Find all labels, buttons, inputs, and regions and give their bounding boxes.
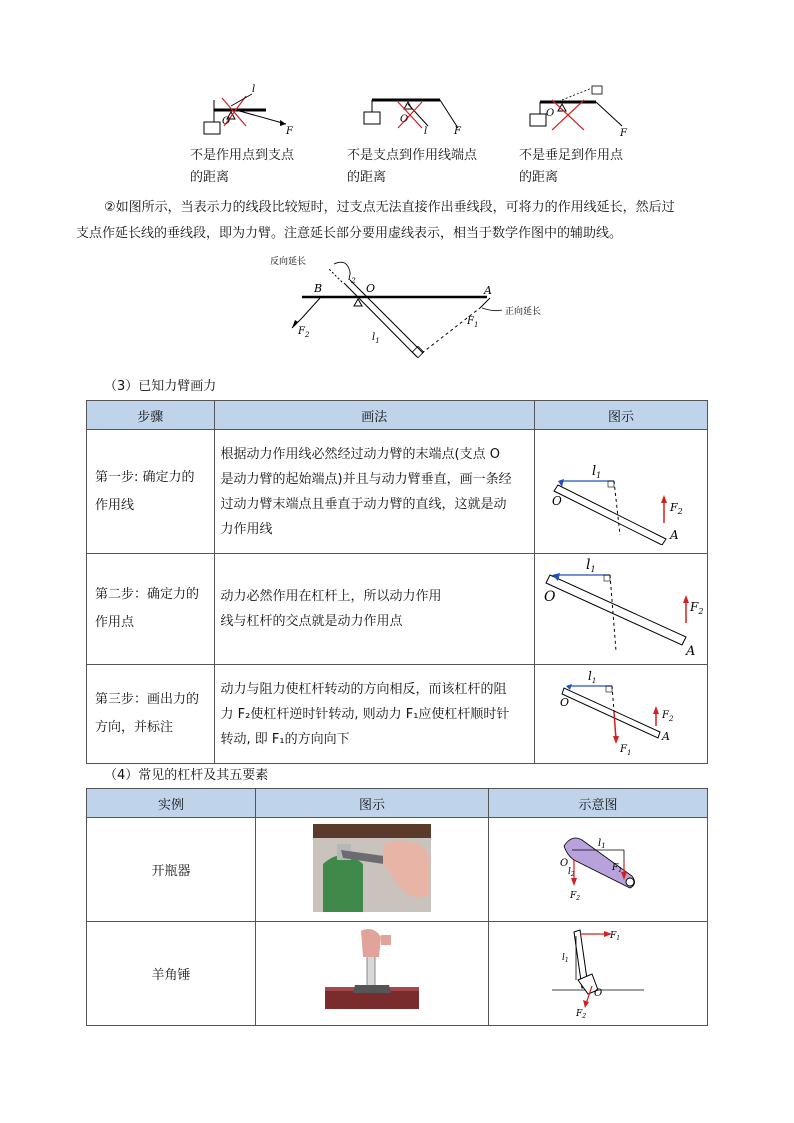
svg-text:正向延长: 正向延长 (505, 307, 542, 317)
lever-examples-table (86, 788, 708, 1026)
svg-text:O: O (546, 108, 555, 119)
svg-text:O: O (594, 987, 603, 999)
wrong-arm-figure-3 (522, 82, 632, 138)
step-cell: 第二步：确定力的 作用点 (87, 554, 215, 665)
method-cell: 动力与阻力使杠杆转动的方向相反，而该杠杆的阻 力 F₂使杠杆逆时针转动, 则动力 F₁应使杠杆顺时针 转动, 即 F₁的方向向下 (214, 665, 534, 764)
step-cell: 第三步：画出力的 方向，并标注 (87, 665, 215, 764)
svg-text:l: l (424, 126, 428, 137)
svg-text:l1: $l_1$ (598, 837, 606, 850)
svg-text:B: B (314, 282, 323, 295)
example-name: 羊角锤 (87, 922, 256, 1026)
claw-hammer-photo (317, 927, 427, 1017)
figure-cell (535, 554, 708, 665)
svg-text:F2: $F_2$ (570, 890, 581, 902)
header-method: 画法 (214, 401, 534, 430)
svg-text:F1: $F_1$ (467, 316, 479, 329)
caption-3: 不是垂足到作用点 的距离 (519, 148, 624, 185)
svg-text:A: A (686, 644, 696, 659)
svg-text:F1: $F_1$ (610, 930, 621, 942)
svg-text:F1: $F_1$ (612, 862, 623, 874)
bottle-opener-schematic (548, 826, 648, 910)
table-row (87, 922, 708, 1026)
svg-text:O: O (222, 116, 231, 127)
header-example: 实例 (87, 789, 256, 818)
wrong-arm-figure-1 (196, 82, 306, 138)
draw-force-table (86, 400, 708, 764)
table-row (87, 665, 708, 764)
svg-text:F2: $F_2$ (298, 326, 310, 339)
svg-text:F: F (620, 128, 627, 138)
svg-text:A: A (484, 284, 492, 297)
table-row (87, 818, 708, 922)
svg-text:反向延长: 反向延长 (270, 257, 307, 267)
svg-text:O: O (366, 282, 376, 295)
header-schematic: 示意图 (489, 789, 708, 818)
svg-text:O: O (560, 857, 569, 869)
step-cell: 第一步: 确定力的 作用线 (87, 430, 215, 554)
svg-text:F1: $F_1$ (620, 744, 632, 757)
step2-diagram (536, 555, 706, 659)
svg-text:O: O (552, 493, 562, 508)
step1-diagram (536, 435, 706, 545)
extension-figure (262, 250, 562, 370)
svg-text:O: O (400, 114, 409, 125)
svg-text:l2: $l_2$ (568, 866, 575, 878)
svg-text:F: F (286, 126, 293, 137)
svg-text:F2: $F_2$ (576, 1008, 587, 1020)
claw-hammer-schematic (548, 924, 648, 1020)
svg-text:l1: $l_1$ (586, 557, 596, 574)
bottle-opener-photo (313, 824, 431, 912)
table-row (87, 430, 708, 554)
figure-cell (535, 665, 708, 764)
header-step: 步骤 (87, 401, 215, 430)
method-cell: 动力必然作用在杠杆上，所以动力作用 线与杠杆的交点就是动力作用点 (214, 554, 534, 665)
section3-title: （3）已知力臂画力 (104, 379, 217, 394)
svg-text:l1: $l_1$ (588, 669, 597, 685)
svg-text:l: l (252, 84, 256, 95)
photo-cell (256, 818, 489, 922)
table-row (87, 554, 708, 665)
figure-cell (535, 430, 708, 554)
header-figure: 图示 (535, 401, 708, 430)
wrong-arm-figure-2 (358, 82, 468, 138)
caption-2: 不是支点到作用线端点 的距离 (347, 148, 478, 185)
step3-diagram (536, 666, 706, 758)
photo-cell (256, 922, 489, 1026)
svg-text:l1: $l_1$ (562, 952, 569, 964)
svg-text:F2: $F_2$ (662, 710, 674, 723)
svg-text:l2: $l_2$ (348, 272, 356, 285)
header-picture: 图示 (256, 789, 489, 818)
svg-text:A: A (662, 730, 670, 743)
svg-text:F2: $F_2$ (690, 600, 704, 616)
svg-text:A: A (670, 527, 679, 542)
method-cell: 根据动力作用线必然经过动力臂的末端点(支点 O 是动力臂的起始端点)并且与动力臂垂直，画一条经 过动力臂末端点且垂直于动力臂的直线，这就是动 力作用线 (214, 430, 534, 554)
svg-text:l1: $l_1$ (372, 332, 380, 345)
section4-title: （4）常见的杠杆及其五要素 (104, 768, 269, 783)
example-name: 开瓶器 (87, 818, 256, 922)
svg-text:l1: $l_1$ (592, 463, 602, 480)
svg-text:F2: $F_2$ (670, 500, 683, 516)
schematic-cell (489, 818, 708, 922)
svg-text:F: F (454, 126, 461, 137)
explanation-paragraph: ②如图所示，当表示力的线段比较短时，过支点无法直接作出垂线段，可将力的作用线延长，然后过 支点作延长线的垂线段，即为力臂。注意延长部分要用虚线表示，相当于数学作图中的辅助线。 (76, 200, 675, 241)
svg-text:O: O (544, 589, 556, 605)
caption-1: 不是作用点到支点 的距离 (190, 148, 295, 185)
schematic-cell (489, 922, 708, 1026)
svg-text:O: O (560, 696, 570, 709)
